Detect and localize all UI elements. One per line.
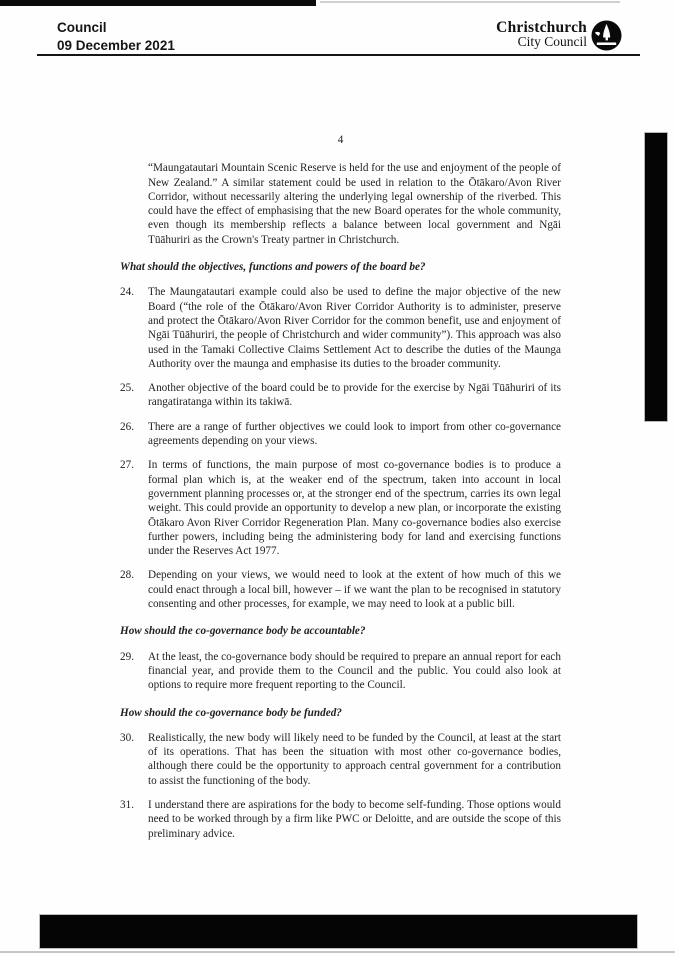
org-name xyxy=(496,21,587,49)
paragraph-text: In terms of functions, the main purpose of most co-governance bodies is to produce a formal plan which is, at the weaker end of the spectrum, taken into account in local government planning processes or, at the stronger end of the spectrum, carries its own legal weight. This could provide an opportunity to develop a new plan, or incorporate the existing Ōtākaro Avon River Corridor Regeneration Plan. Many co-governance bodies also exercise further powers, including being the administering body for land and exercising functions under the Reserves Act 1977. xyxy=(148,459,562,558)
paragraph-text: Depending on your views, we would need to look at the extent of how much of this we could enact through a local bill, however – if we want the plan to be recognised in statutory consenting and other processes, for example, we may need to look at a public bill. xyxy=(148,569,561,611)
section-heading: How should the co-governance body be accountable? xyxy=(120,625,366,638)
paragraph-number: 25. xyxy=(120,382,134,395)
scan-artifact-top-streak xyxy=(320,1,620,3)
org-brand xyxy=(496,21,622,51)
numbered-paragraph xyxy=(120,285,561,371)
numbered-paragraph xyxy=(120,798,561,841)
paragraph-text: The Maungatautari example could also be used to define the major objective of the new Board (“the role of the Ōtākaro/Avon River Corridor Authority is to administer, preserve and protect the Ōtākaro/Avon River Corridor for the common benefit, use and enjoyment of Ngāi Tūāhuriri, the people of Christchurch and wider community”). This approach was also used in the Tamaki Collective Claims Settlement Act to describe the duties of the Maunga Authority over the maunga and emphasise its duties to the broader community. xyxy=(148,286,561,370)
paragraph-text: Another objective of the board could be to provide for the exercise by Ngāi Tūāhuriri of its rangatiratanga within its takiwā. xyxy=(148,382,561,409)
intro-paragraph: “Maungatautari Mountain Scenic Reserve is held for the use and enjoyment of the people of New Zealand.” A similar statement could be used in relation to the Ōtākaro/Avon River Corridor, without necessarily altering the underlying legal ownership of the riverbed. This could have the effect of emphasising that the new Board operates for the whole community, even though its membership reflects a balance between local government and Ngāi Tūāhuriri as the Crown's Treaty partner in Christchurch. xyxy=(148,162,561,246)
paragraph-number: 31. xyxy=(120,798,134,811)
meeting-title: Council xyxy=(57,20,107,35)
scan-artifact-top-bar xyxy=(0,0,316,6)
section-heading: What should the objectives, functions and powers of the board be? xyxy=(120,261,426,274)
ccc-logo-icon xyxy=(591,20,622,51)
numbered-paragraph xyxy=(120,568,561,611)
paragraph-number: 26. xyxy=(120,420,134,433)
numbered-paragraph xyxy=(120,381,561,410)
numbered-paragraph xyxy=(120,731,561,788)
org-name-top: Christchurch xyxy=(496,19,587,36)
paragraph-text: Realistically, the new body will likely need to be funded by the Council, at least at the start of its operations. That has been the situation with most other co-governance bodies, although there could be the opportunity to approach central government for a contribution to assist the functioning of the body. xyxy=(148,731,561,787)
numbered-paragraph xyxy=(120,650,561,693)
paragraph-text: There are a range of further objectives we could look to import from other co-governance agreements depending on your views. xyxy=(148,420,561,448)
document-header-meta xyxy=(57,19,175,55)
meeting-date: 09 December 2021 xyxy=(57,38,175,53)
sections xyxy=(120,260,561,841)
page-number: 4 xyxy=(337,134,344,146)
scan-artifact-bottom-bar xyxy=(40,915,637,948)
paragraph-number: 30. xyxy=(120,731,134,744)
section-heading: How should the co-governance body be funded? xyxy=(120,706,342,719)
scan-artifact-bottom-line xyxy=(0,951,675,953)
paragraph-number: 28. xyxy=(120,569,134,582)
paragraph-text: At the least, the co-governance body should be required to prepare an annual report for each financial year, and provide them to the Council and the public. You could also look at options to require more frequent reporting to the Council. xyxy=(148,650,561,692)
paragraph-text: I understand there are aspirations for the body to become self-funding. Those options would need to be worked through by a firm like PWC or Deloitte, and are outside the scope of this preliminary advice. xyxy=(148,798,561,840)
paragraph-number: 24. xyxy=(120,286,134,299)
paragraph-number: 29. xyxy=(120,650,134,663)
org-name-bottom: City Council xyxy=(517,34,587,49)
scan-artifact-right-bar xyxy=(645,133,667,421)
numbered-paragraph xyxy=(120,458,561,558)
numbered-paragraph xyxy=(120,420,561,449)
paragraph-number: 27. xyxy=(120,459,134,472)
document-body xyxy=(120,133,561,851)
header-divider xyxy=(37,54,640,56)
